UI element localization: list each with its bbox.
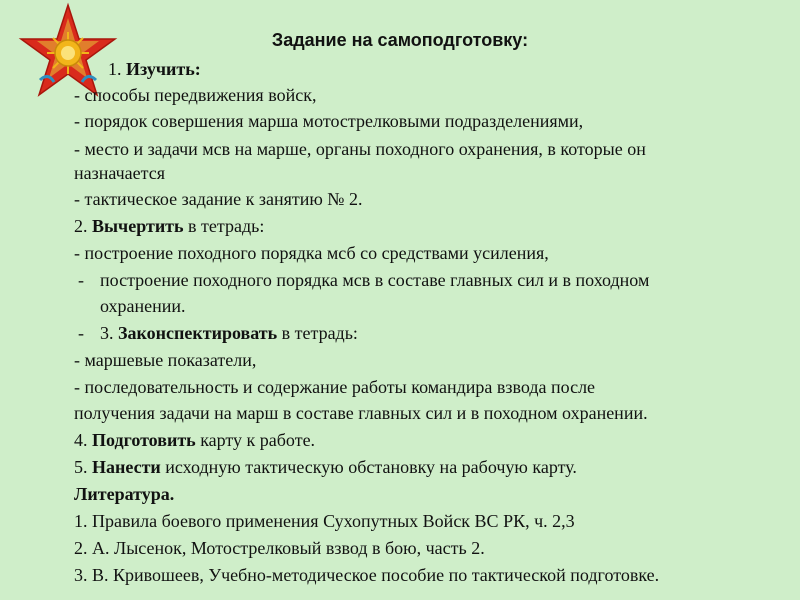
- section-5-number: 5.: [74, 457, 88, 477]
- section-5-heading: [74, 455, 577, 479]
- section-5-verb: Нанести: [92, 457, 161, 477]
- study-item: - тактическое задание к занятию № 2.: [74, 189, 363, 209]
- section-2-verb: Вычертить: [92, 216, 184, 236]
- literature-title-text: Литература.: [74, 484, 175, 504]
- section-2-number: 2.: [74, 216, 88, 236]
- section-4-number: 4.: [74, 430, 88, 450]
- note-item: - последовательность и содержание работы командира взвода после: [74, 377, 596, 397]
- section-2-heading: [74, 214, 264, 238]
- literature-item: 1. Правила боевого применения Сухопутных Войск ВС РК, ч. 2,3: [74, 511, 575, 531]
- section-4-heading: [74, 428, 315, 452]
- study-item: - порядок совершения марша мотострелковыми подразделениями,: [74, 111, 584, 131]
- literature-title: [74, 482, 174, 506]
- study-item: назначается: [74, 163, 166, 183]
- draw-item: - построение походного порядка мсв в составе главных сил и в походном: [78, 270, 650, 290]
- note-item: - маршевые показатели,: [74, 350, 257, 370]
- section-4-verb: Подготовить: [92, 430, 196, 450]
- section-2-rest: в тетрадь:: [183, 216, 265, 236]
- literature-item: 2. А. Лысенок, Мотострелковый взвод в бою, часть 2.: [74, 538, 485, 558]
- literature-item: 3. В. Кривошеев, Учебно-методическое пособие по тактической подготовке.: [74, 565, 660, 585]
- section-3-heading: - 3. Законспектировать в тетрадь:: [78, 323, 358, 343]
- study-item: - способы передвижения войск,: [74, 85, 317, 105]
- study-item: - место и задачи мсв на марше, органы походного охранения, в которые он: [74, 139, 646, 159]
- note-item: получения задачи на марш в составе главных сил и в походном охранении.: [74, 403, 648, 423]
- draw-item-text: построение походного порядка мсв в составе главных сил и в походном: [100, 270, 650, 290]
- page-title: Задание на самоподготовку:: [271, 30, 529, 50]
- draw-item: - построение походного порядка мсб со средствами усиления,: [74, 243, 549, 263]
- section-3-number: 3.: [100, 323, 114, 343]
- section-5-rest: исходную тактическую обстановку на рабочую карту.: [160, 457, 577, 477]
- section-3-verb: Законспектировать: [118, 323, 278, 343]
- section-4-rest: карту к работе.: [195, 430, 316, 450]
- draw-item: охранении.: [100, 296, 186, 316]
- section-1-verb: Изучить:: [126, 59, 201, 79]
- section-1-heading: [108, 57, 201, 81]
- section-3-rest: в тетрадь:: [277, 323, 358, 343]
- section-1-number: 1.: [108, 59, 122, 79]
